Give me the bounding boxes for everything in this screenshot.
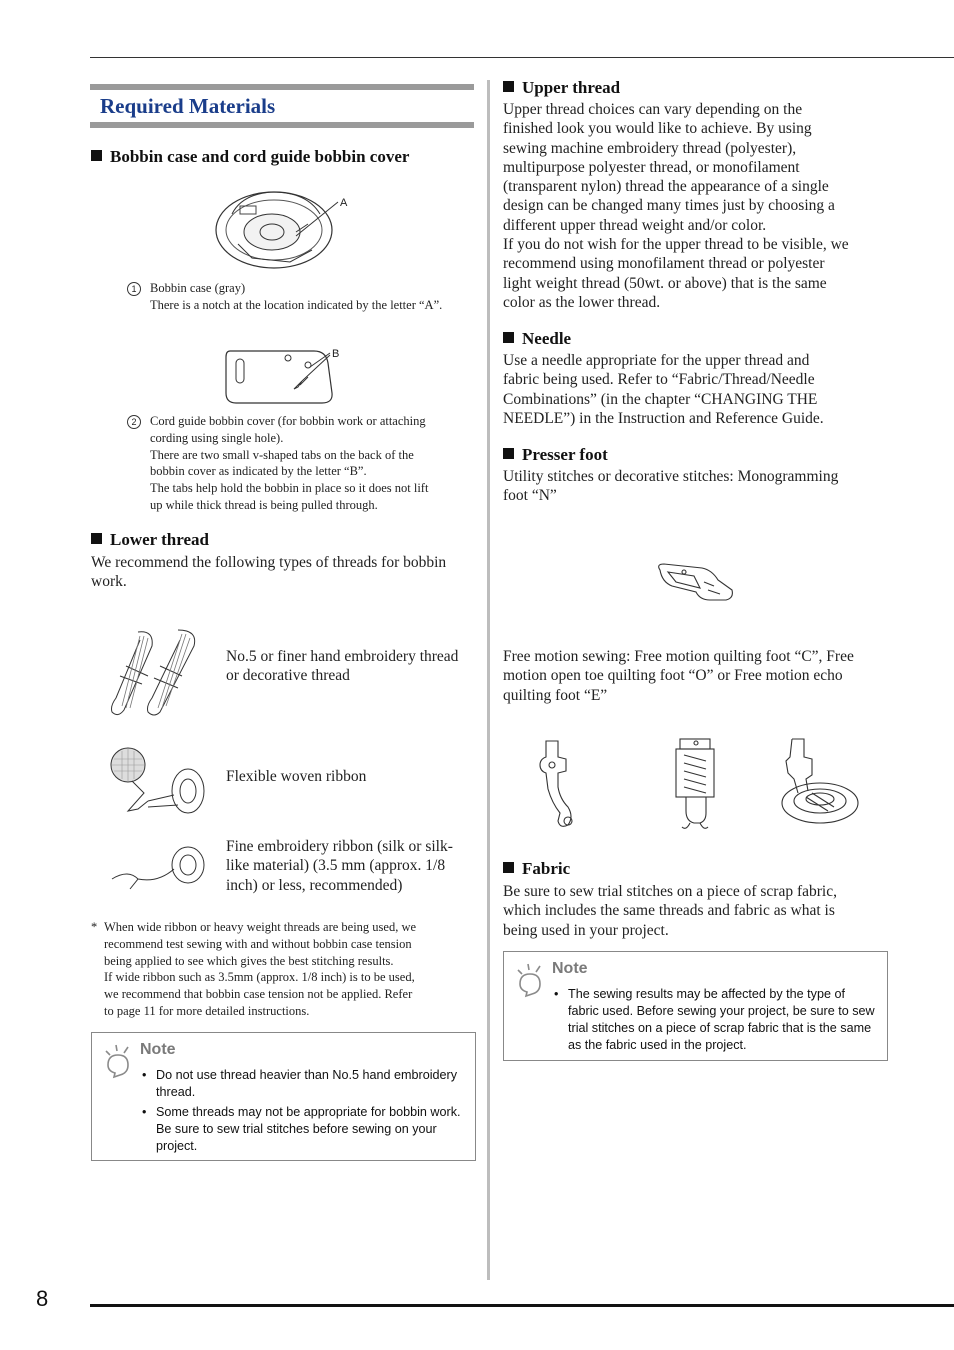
bobbin-case-illustration bbox=[212, 184, 352, 274]
bobbin-case-caption: 1 Bobbin case (gray) There is a notch at the location indicated by the letter “A”. bbox=[127, 280, 472, 297]
quilting-foot-c-illustration bbox=[538, 737, 586, 829]
left-note-item: • Do not use thread heavier than No.5 hand embroidery thread. bbox=[140, 1067, 465, 1101]
right-note-title: Note bbox=[552, 960, 588, 977]
quilting-foot-o-illustration bbox=[666, 735, 720, 833]
presser-foot-heading: Presser foot bbox=[503, 445, 608, 465]
upper-thread-text: Upper thread choices can vary depending on the finished look you would like to achieve. By using sewing machine embroidery thread (polyester), multipurpose polyester thread, or monofilament (transparent nylon) thread the appearance of a single design can be changed many times just by choosing a different upper thread weight and/or color. If you do not wish for the upper thread to be visible, we recommend using monofilament thread or polyester light weight thread (50wt. or above) that is the same color as the lower thread. bbox=[503, 101, 849, 311]
needle-heading: Needle bbox=[503, 329, 571, 349]
left-note-box bbox=[91, 1032, 476, 1161]
fabric-text: Be sure to sew trial stitches on a piece of scrap fabric, which includes the same threads and fabric as what is being used in your project. bbox=[503, 883, 837, 939]
label-a: A bbox=[340, 197, 348, 209]
note-lightbulb-icon bbox=[102, 1043, 136, 1079]
bottom-rule bbox=[90, 1304, 954, 1307]
bobbin-cover-illustration bbox=[222, 345, 347, 407]
left-note-title: Note bbox=[140, 1041, 176, 1058]
left-note-item: • Some threads may not be appropriate for bobbin work. Be sure to sew trial stitches before sewing on your project. bbox=[140, 1104, 465, 1155]
upper-thread-heading: Upper thread bbox=[503, 78, 620, 98]
thread-item-1: No.5 or finer hand embroidery thread or decorative thread bbox=[226, 648, 459, 685]
quilting-foot-e-illustration bbox=[778, 735, 864, 827]
needle-text: Use a needle appropriate for the upper thread and fabric being used. Refer to “Fabric/Thread/Needle Combinations” (in the chapter “CHANGING THE NEEDLE”) in the Instruction and Reference Guide. bbox=[503, 352, 824, 427]
right-note-item: • The sewing results may be affected by the type of fabric used. Before sewing your project, be sure to sew trial stitches on a piece of scrap fabric that is the same as the fabric used in the project. bbox=[552, 986, 877, 1054]
lower-thread-heading: Lower thread bbox=[91, 530, 209, 550]
page-number: 8 bbox=[36, 1286, 49, 1311]
fine-ribbon-illustration bbox=[108, 843, 208, 895]
lower-thread-intro: We recommend the following types of threads for bobbin work. bbox=[91, 554, 447, 591]
bobbin-cover-caption: 2 Cord guide bobbin cover (for bobbin work or attaching cording using single hole). There are two small v-shaped tabs on the back of the bobbin cover as indicated by the letter “B”. The tabs help hold the bobbin in place so it does not lift up while thick thread is being pulled through. bbox=[127, 413, 472, 430]
label-b: B bbox=[332, 348, 340, 360]
left-note-list bbox=[140, 1067, 465, 1158]
section-title-box bbox=[90, 84, 474, 128]
column-divider bbox=[487, 80, 490, 1280]
note-lightbulb-icon bbox=[514, 962, 548, 998]
presser-foot-text: Utility stitches or decorative stitches: Monogramming foot “N” bbox=[503, 468, 839, 505]
woven-ribbon-illustration bbox=[108, 745, 208, 817]
thread-item-3: Fine embroidery ribbon (silk or silk-like material) (3.5 mm (approx. 1/8 inch) or less, recommended) bbox=[226, 838, 453, 894]
right-note-box bbox=[503, 951, 888, 1061]
right-note-list bbox=[552, 986, 877, 1057]
section-title: Required Materials bbox=[100, 94, 276, 118]
top-rule bbox=[90, 57, 954, 58]
embroidery-thread-illustration bbox=[108, 626, 204, 718]
bobbin-heading: Bobbin case and cord guide bobbin cover bbox=[91, 147, 409, 167]
free-motion-text: Free motion sewing: Free motion quilting foot “C”, Free motion open toe quilting foot “O” or Free motion echo quilting foot “E” bbox=[503, 648, 854, 704]
thread-item-2: Flexible woven ribbon bbox=[226, 768, 367, 785]
monogramming-foot-illustration bbox=[654, 560, 736, 604]
fabric-heading: Fabric bbox=[503, 859, 570, 879]
